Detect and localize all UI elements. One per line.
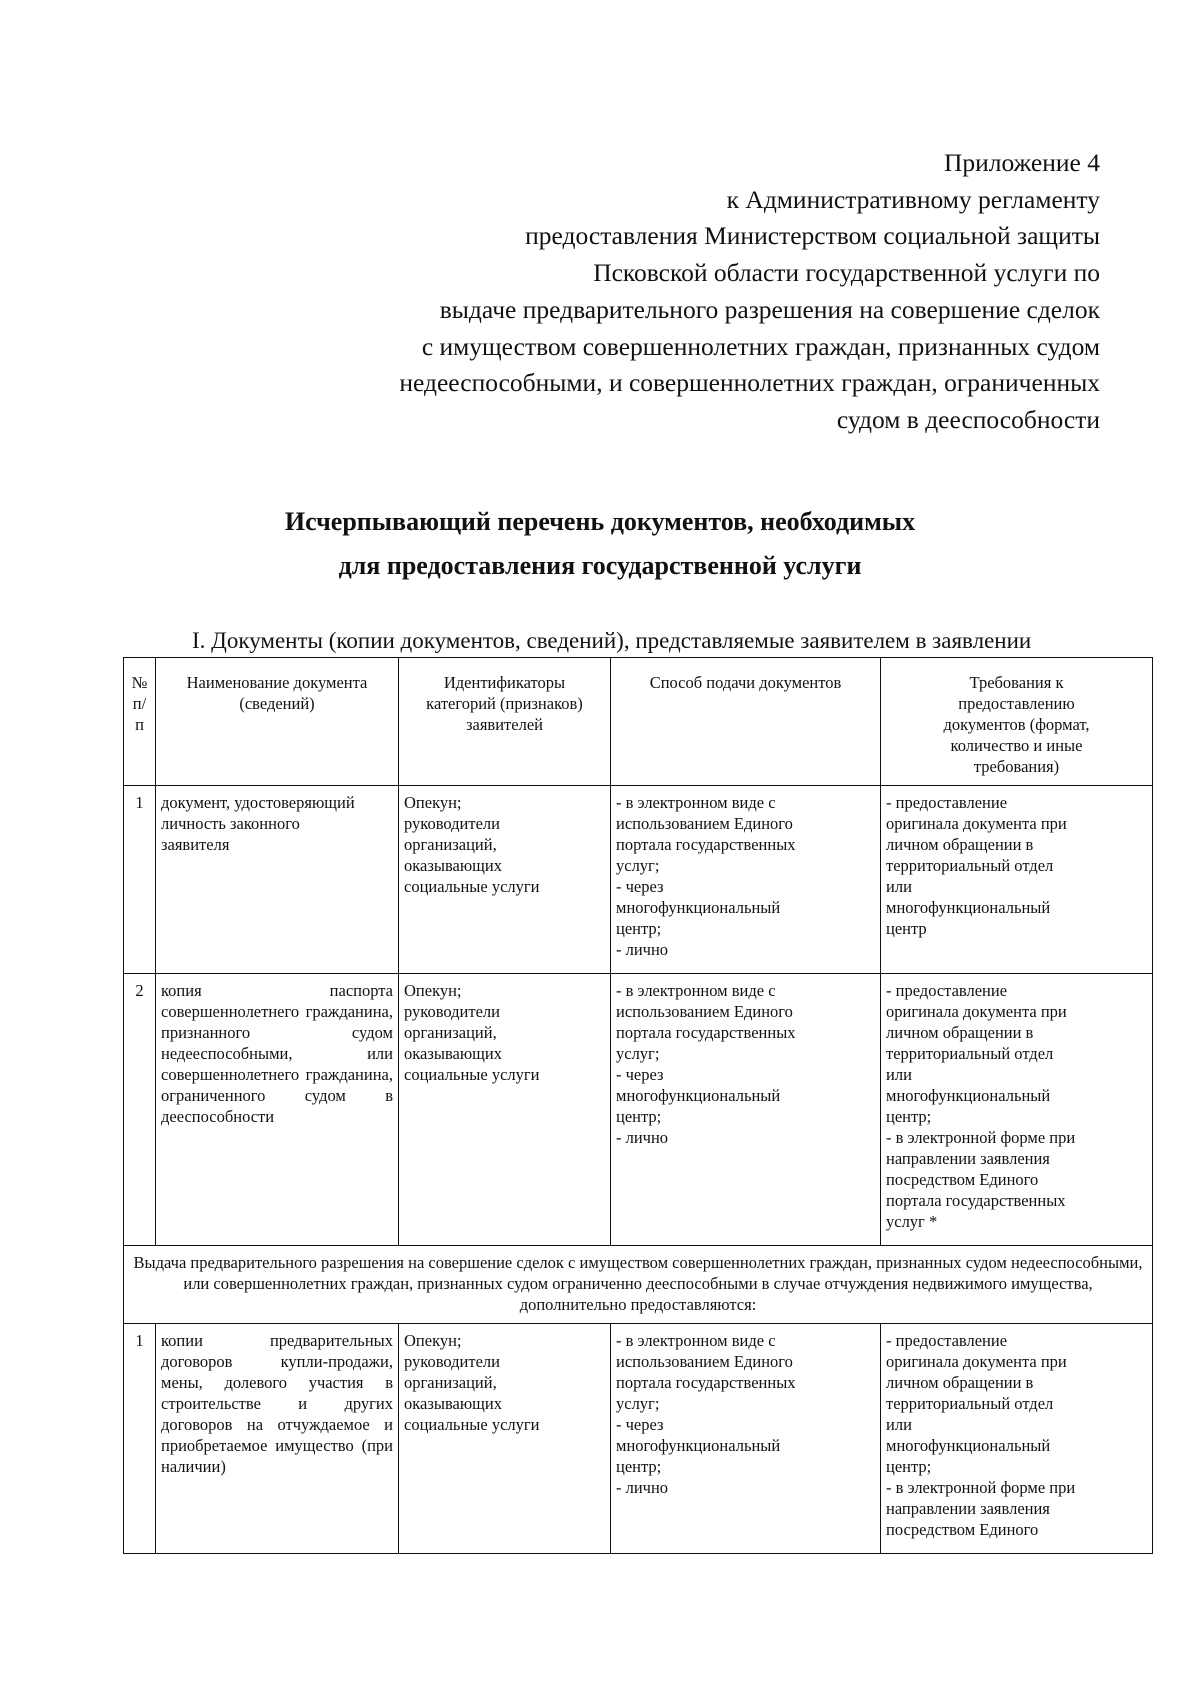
applicant-identifiers: Опекун; руководители организаций, оказывающих социальные услуги bbox=[399, 1324, 611, 1554]
table-row bbox=[124, 1324, 1153, 1554]
table-row bbox=[124, 786, 1153, 974]
appendix-line: Псковской области государственной услуги по bbox=[593, 258, 1100, 288]
documents-table bbox=[123, 657, 1153, 1554]
document-requirements: - предоставление оригинала документа при личном обращении в территориальный отдел или многофункциональный центр bbox=[881, 786, 1153, 974]
document-requirements: - предоставление оригинала документа при личном обращении в территориальный отдел или многофункциональный центр; - в электронной форме при направлении заявления посредством Единого bbox=[881, 1324, 1153, 1554]
appendix-line: предоставления Министерством социальной защиты bbox=[525, 221, 1100, 251]
appendix-line: с имуществом совершеннолетних граждан, признанных судом bbox=[421, 331, 1100, 361]
document-title bbox=[100, 500, 1100, 588]
header-num: № п/п bbox=[124, 658, 156, 786]
document-title-line: для предоставления государственной услуги bbox=[338, 551, 862, 580]
document-requirements: - предоставление оригинала документа при личном обращении в территориальный отдел или многофункциональный центр; - в электронной форме при направлении заявления посредством Единого портала государственных услуг * bbox=[881, 974, 1153, 1246]
applicant-identifiers: Опекун; руководители организаций, оказывающих социальные услуги bbox=[399, 974, 611, 1246]
header-method: Способ подачи документов bbox=[611, 658, 881, 786]
section-title: I. Документы (копии документов, сведений), представляемые заявителем в заявлении bbox=[192, 628, 1032, 653]
row-number: 2 bbox=[124, 974, 156, 1246]
submission-method: - в электронном виде с использованием Единого портала государственных услуг; - через многофункциональный центр; - лично bbox=[611, 786, 881, 974]
appendix-header bbox=[240, 145, 1100, 439]
row-number: 1 bbox=[124, 786, 156, 974]
merged-note: Выдача предварительного разрешения на совершение сделок с имуществом совершеннолетних граждан, признанных судом недееспособными, или совершеннолетних граждан, признанных судом ограниченно дееспособными в случае отчуждения недвижимого имущества, дополнительно предоставляются: bbox=[124, 1246, 1153, 1324]
appendix-line: недееспособными, и совершеннолетних граждан, ограниченных bbox=[399, 368, 1100, 398]
table-merged-row bbox=[124, 1246, 1153, 1324]
submission-method: - в электронном виде с использованием Единого портала государственных услуг; - через многофункциональный центр; - лично bbox=[611, 1324, 881, 1554]
document-name: документ, удостоверяющий личность законного заявителя bbox=[156, 786, 399, 974]
table-row bbox=[124, 974, 1153, 1246]
appendix-line: к Административному регламенту bbox=[726, 184, 1100, 214]
submission-method: - в электронном виде с использованием Единого портала государственных услуг; - через многофункциональный центр; - лично bbox=[611, 974, 881, 1246]
header-name: Наименование документа (сведений) bbox=[156, 658, 399, 786]
appendix-line: судом в дееспособности bbox=[836, 404, 1100, 434]
document-title-line: Исчерпывающий перечень документов, необходимых bbox=[284, 507, 916, 536]
header-identifiers: Идентификаторы категорий (признаков) заявителей bbox=[399, 658, 611, 786]
table-header-row bbox=[124, 658, 1153, 786]
header-requirements: Требования к предоставлению документов (формат, количество и иные требования) bbox=[881, 658, 1153, 786]
applicant-identifiers: Опекун; руководители организаций, оказывающих социальные услуги bbox=[399, 786, 611, 974]
appendix-line: выдаче предварительного разрешения на совершение сделок bbox=[439, 294, 1100, 324]
row-number: 1 bbox=[124, 1324, 156, 1554]
document-name: копии предварительных договоров купли-продажи, мены, долевого участия в строительстве и других договоров на отчуждаемое и приобретаемое имущество (при наличии) bbox=[156, 1324, 399, 1554]
document-name: копия паспорта совершеннолетнего гражданина, признанного судом недееспособными, или совершеннолетнего гражданина, ограниченного судом в дееспособности bbox=[156, 974, 399, 1246]
appendix-line: Приложение 4 bbox=[944, 148, 1100, 177]
